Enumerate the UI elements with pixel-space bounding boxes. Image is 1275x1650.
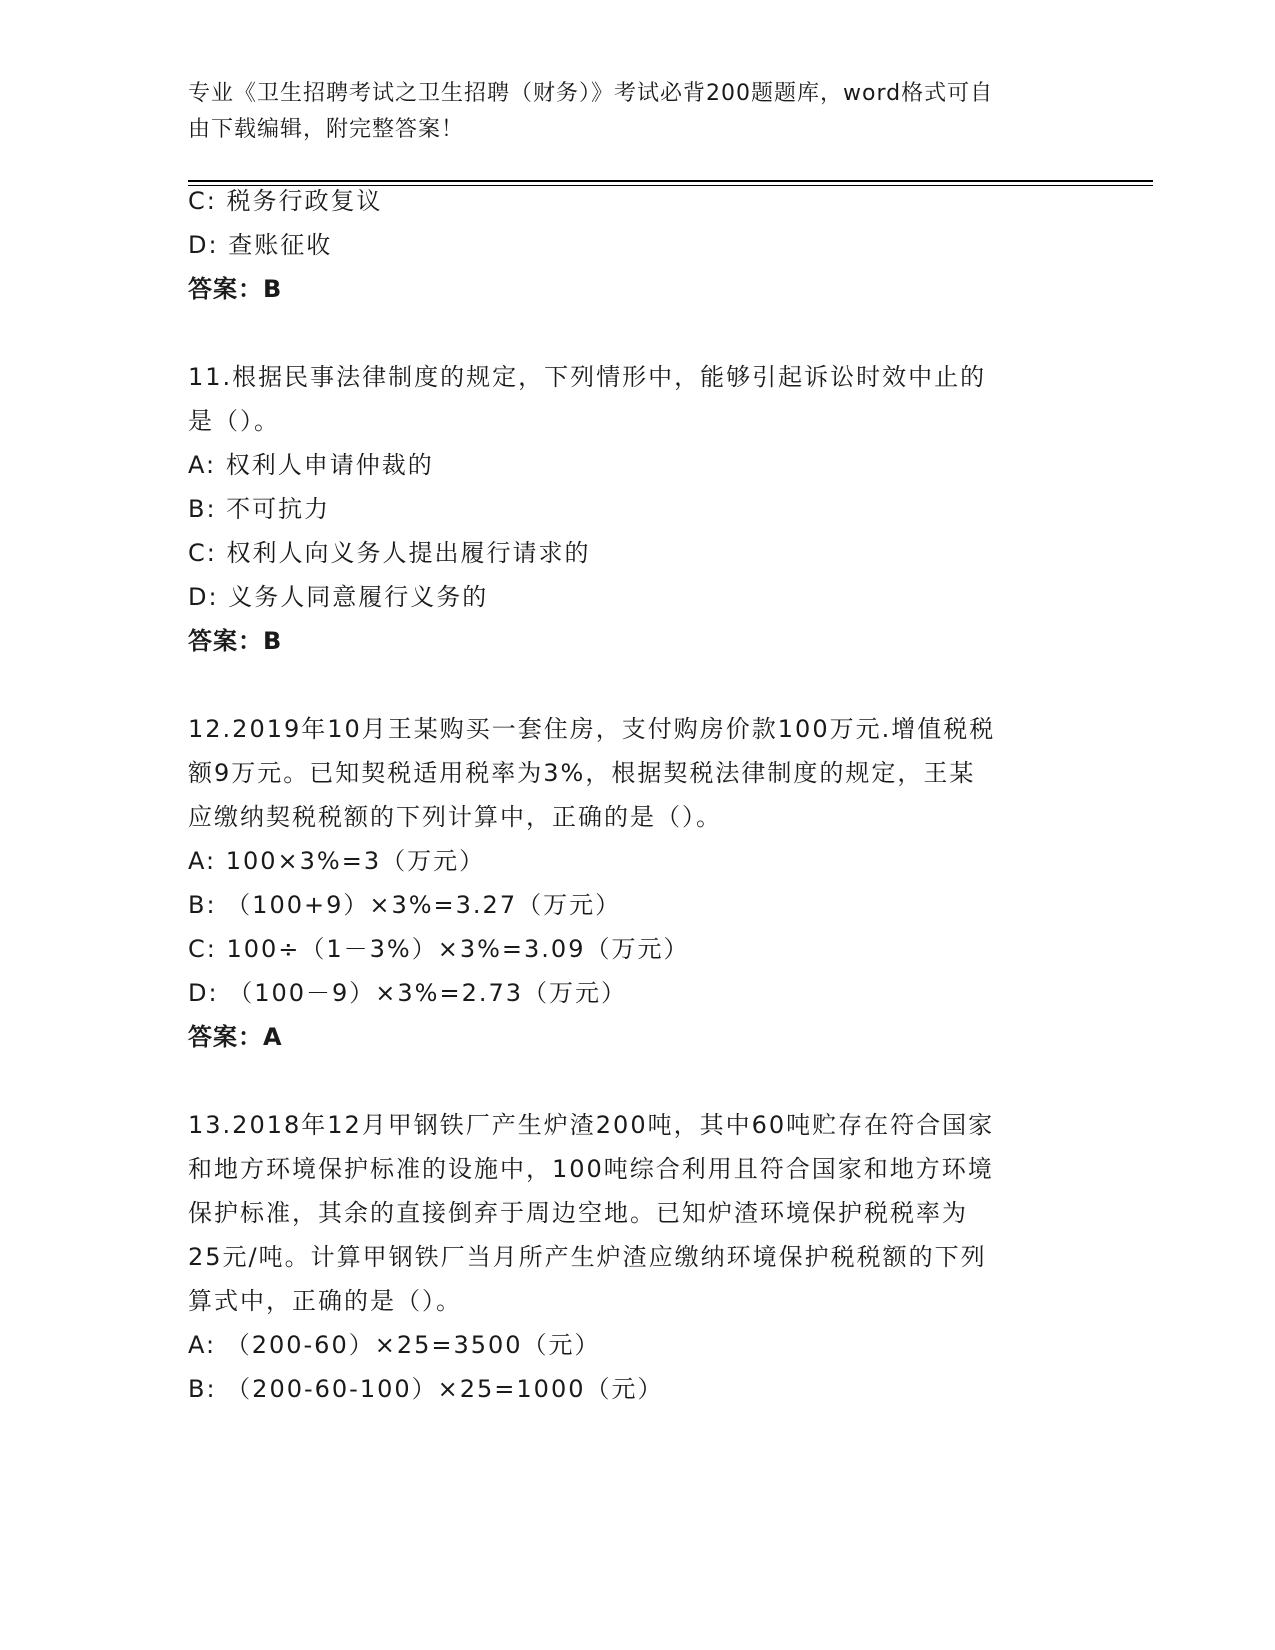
q11-answer: 答案：B — [188, 627, 283, 655]
q11-stem-line-1: 11.根据民事法律制度的规定，下列情形中，能够引起诉讼时效中止的 — [188, 363, 987, 391]
q13-option-b: B: （200-60-100）×25=1000（元） — [188, 1375, 664, 1403]
q13-stem-line-2: 和地方环境保护标准的设施中，100吨综合利用且符合国家和地方环境 — [188, 1155, 994, 1183]
q10-option-d: D: 查账征收 — [188, 231, 333, 259]
q12-option-c: C: 100÷（1－3%）×3%=3.09（万元） — [188, 935, 690, 963]
q11-option-b: B: 不可抗力 — [188, 495, 331, 523]
q11-option-d: D: 义务人同意履行义务的 — [188, 583, 489, 611]
q11-stem-line-2: 是（）。 — [188, 407, 280, 435]
q12-option-d: D: （100－9）×3%=2.73（万元） — [188, 979, 628, 1007]
q12-option-b: B: （100+9）×3%=3.27（万元） — [188, 891, 622, 919]
q12-answer: 答案：A — [188, 1023, 283, 1051]
q10-answer: 答案：B — [188, 275, 283, 303]
q13-stem-line-5: 算式中，正确的是（）。 — [188, 1287, 462, 1315]
q12-stem-line-1: 12.2019年10月王某购买一套住房，支付购房价款100万元.增值税税 — [188, 715, 996, 743]
q13-stem-line-1: 13.2018年12月甲钢铁厂产生炉渣200吨，其中60吨贮存在符合国家 — [188, 1111, 995, 1139]
header-line-2: 由下载编辑，附完整答案！ — [188, 117, 465, 142]
q13-stem-line-4: 25元/吨。计算甲钢铁厂当月所产生炉渣应缴纳环境保护税税额的下列 — [188, 1243, 987, 1271]
q10-option-c: C: 税务行政复议 — [188, 187, 383, 215]
q13-option-a: A: （200-60）×25=3500（元） — [188, 1331, 601, 1359]
page-header — [188, 76, 1068, 148]
q12-stem-line-2: 额9万元。已知契税适用税率为3%，根据契税法律制度的规定，王某 — [188, 759, 976, 787]
q11-option-a: A: 权利人申请仲裁的 — [188, 451, 434, 479]
q11-option-c: C: 权利人向义务人提出履行请求的 — [188, 539, 591, 567]
q13-stem-line-3: 保护标准，其余的直接倒弃于周边空地。已知炉渣环境保护税税率为 — [188, 1199, 968, 1227]
q12-option-a: A: 100×3%=3（万元） — [188, 847, 486, 875]
q12-stem-line-3: 应缴纳契税税额的下列计算中，正确的是（）。 — [188, 803, 722, 831]
header-line-1: 专业《卫生招聘考试之卫生招聘（财务）》考试必背200题题库，word格式可自 — [188, 81, 994, 106]
